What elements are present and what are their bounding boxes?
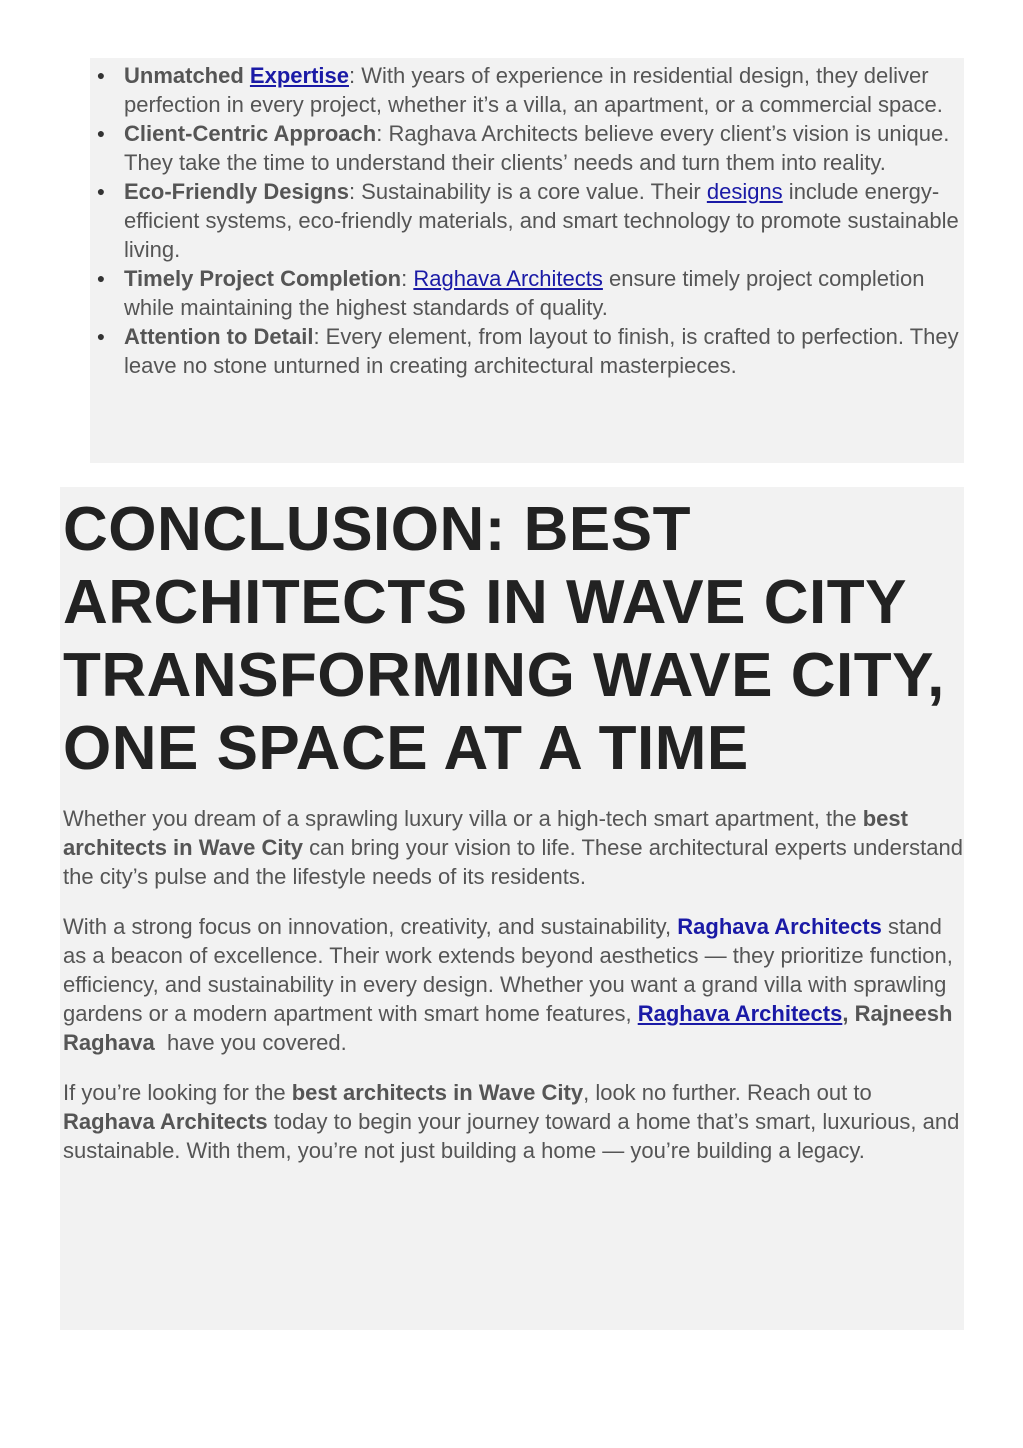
paragraph-text: If you’re looking for the [63, 1080, 292, 1105]
paragraph-text: Whether you dream of a sprawling luxury villa or a high-tech smart apartment, the [63, 806, 863, 831]
conclusion-section [60, 487, 964, 1330]
item-title: Eco-Friendly Designs [124, 179, 349, 204]
paragraph-text: , look no further. Reach out to [583, 1080, 872, 1105]
expertise-link[interactable]: Expertise [249, 63, 349, 88]
conclusion-paragraph-3 [60, 1078, 964, 1165]
benefits-list [90, 58, 964, 380]
paragraph-text: have you covered. [154, 1030, 347, 1055]
item-text: include energy-efficient systems, eco-friendly materials, and smart technology to promote sustainable living. [124, 179, 959, 262]
list-item [90, 119, 964, 177]
paragraph-text: stand as a beacon of excellence. Their work extends beyond aesthetics — they prioritize function, efficiency, and sustainability in every design. Whether you want a grand villa with sprawling gardens or a modern apartment with smart home features, [63, 914, 953, 1026]
item-title: Unmatched [124, 63, 250, 88]
list-item [90, 177, 964, 264]
paragraph-bold: best architects in Wave City [291, 1080, 584, 1105]
item-title: Attention to Detail [124, 324, 314, 349]
bullet-icon: ● [96, 125, 106, 141]
paragraph-bold: Raghava Architects [63, 1109, 268, 1134]
item-text: : Raghava Architects believe every client’s vision is unique. They take the time to understand their clients’ needs and turn them into reality. [124, 121, 950, 175]
paragraph-bold: best architects in Wave City [63, 806, 908, 860]
list-item [90, 322, 964, 380]
conclusion-paragraph-1 [60, 804, 964, 891]
benefits-section [90, 58, 964, 463]
item-text: ensure timely project completion while maintaining the highest standards of quality. [124, 266, 925, 320]
item-text: : [401, 266, 414, 291]
paragraph-text: today to begin your journey toward a home that’s smart, luxurious, and sustainable. With them, you’re not just building a home — you’re building a legacy. [63, 1109, 960, 1163]
raghava-architects-highlight: Raghava Architects [677, 914, 882, 939]
paragraph-comma: , [842, 1001, 849, 1026]
conclusion-heading: CONCLUSION: BEST ARCHITECTS IN WAVE CITY TRANSFORMING WAVE CITY, ONE SPACE AT A TIME [63, 495, 945, 783]
conclusion-paragraph-2 [60, 912, 964, 1057]
paragraph-text: can bring your vision to life. These architectural experts understand the city’s pulse and the lifestyle needs of its residents. [63, 835, 963, 889]
item-title: Timely Project Completion [124, 266, 402, 291]
list-item [90, 61, 964, 119]
raghava-architects-link[interactable]: Raghava Architects [637, 1001, 843, 1026]
item-title: Client-Centric Approach [124, 121, 377, 146]
item-text: : With years of experience in residential design, they deliver perfection in every project, whether it’s a villa, an apartment, or a commercial space. [124, 63, 943, 117]
list-item [90, 264, 964, 322]
raghava-architects-link[interactable]: Raghava Architects [413, 266, 603, 291]
paragraph-text: With a strong focus on innovation, creativity, and sustainability, [63, 914, 678, 939]
item-text: : Every element, from layout to finish, is crafted to perfection. They leave no stone unturned in creating architectural masterpieces. [124, 324, 959, 378]
bullet-icon: ● [96, 67, 106, 83]
designs-link[interactable]: designs [706, 179, 783, 204]
bullet-icon: ● [96, 328, 106, 344]
rajneesh-raghava-name: Rajneesh Raghava [63, 1001, 953, 1055]
bullet-icon: ● [96, 183, 106, 199]
bullet-icon: ● [96, 270, 106, 286]
item-text: : Sustainability is a core value. Their [348, 179, 707, 204]
